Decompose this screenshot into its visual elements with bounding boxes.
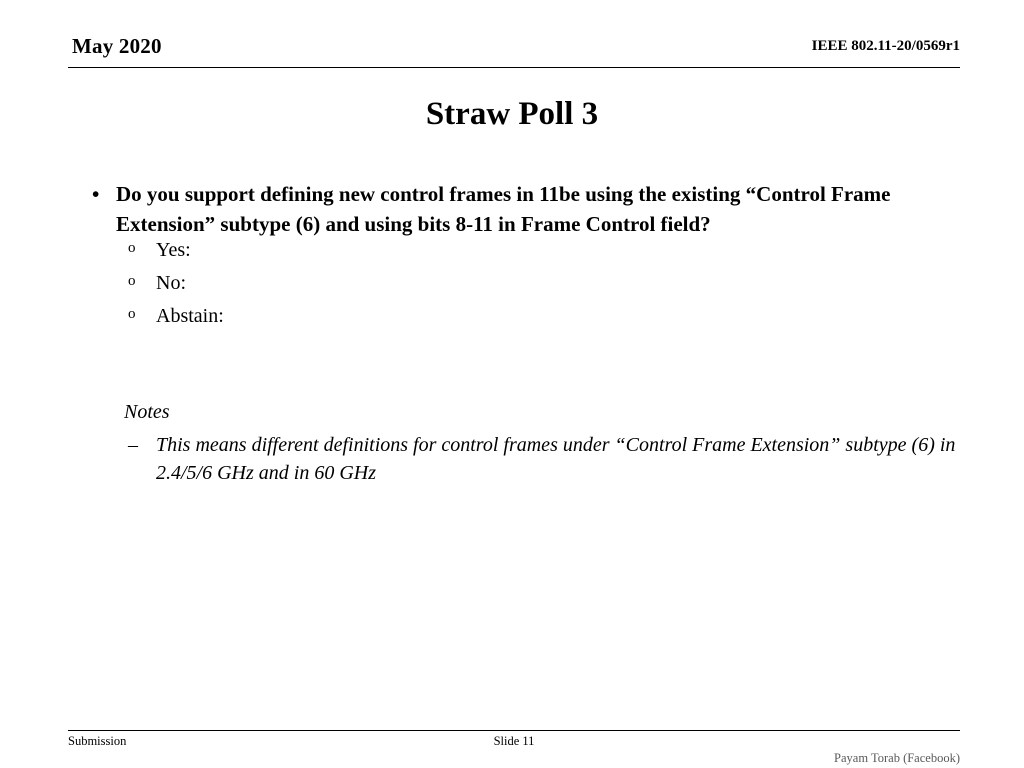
note-text: This means different definitions for control frames under “Control Frame Extension” subtype (6) in 2.4/5/6 GHz and in 60 GHz — [156, 433, 956, 485]
question-list — [68, 180, 960, 240]
circle-bullet-icon: o — [128, 239, 136, 256]
option-label-abstain: Abstain: — [156, 304, 224, 327]
page-title: Straw Poll 3 — [425, 96, 599, 132]
header-divider — [68, 67, 960, 68]
question-item — [68, 180, 960, 240]
circle-bullet-icon: o — [128, 305, 136, 322]
option-label-yes: Yes: — [156, 238, 191, 261]
question-text: Do you support defining new control frames in 11be using the existing “Control Frame Extension” subtype (6) and using bits 8-11 in Frame Control field? — [116, 182, 891, 236]
bullet-icon: • — [92, 182, 100, 206]
footer-author: Payam Torab (Facebook) — [834, 751, 960, 765]
list-item-abstain — [68, 306, 960, 326]
slide-header — [68, 34, 960, 70]
list-item-yes — [68, 240, 960, 260]
slide-footer — [68, 734, 960, 765]
slide-body — [68, 180, 960, 487]
notes-list — [68, 431, 960, 488]
list-item — [68, 431, 960, 488]
footer-submission-label: Submission — [68, 734, 127, 748]
footer-slide-number: Slide 11 — [493, 734, 535, 748]
dash-bullet-icon: – — [128, 433, 138, 456]
header-document-id: IEEE 802.11-20/0569r1 — [811, 38, 960, 54]
footer-divider — [68, 730, 960, 731]
option-label-no: No: — [156, 271, 186, 294]
options-list — [68, 240, 960, 326]
notes-heading: Notes — [124, 400, 170, 423]
circle-bullet-icon: o — [128, 272, 136, 289]
list-item-no — [68, 273, 960, 293]
notes-block — [68, 400, 960, 488]
header-date: May 2020 — [72, 34, 162, 58]
